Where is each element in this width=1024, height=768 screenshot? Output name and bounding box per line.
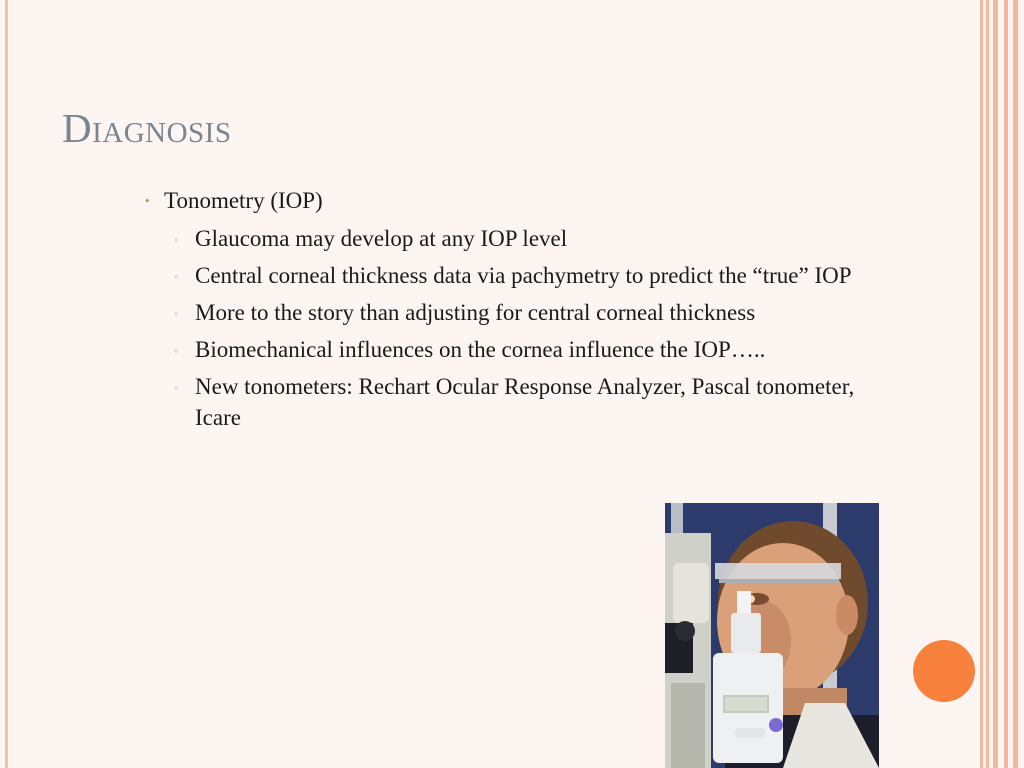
sub-bullet-item (143, 334, 903, 365)
tonometer-exam-photo (665, 503, 879, 768)
slide-title: Diagnosis (62, 105, 232, 151)
sub-bullet-icon: ◦ (174, 343, 179, 358)
stripe (1004, 0, 1008, 768)
sub-bullet-item (143, 297, 903, 328)
sub-bullet-item (143, 223, 903, 254)
right-decorative-stripes (980, 0, 1024, 768)
bullet-icon: • (145, 193, 150, 208)
bullet-item (143, 186, 903, 215)
stripe (993, 0, 998, 768)
sub-bullet-icon: ◦ (174, 380, 179, 395)
slide-content (143, 186, 903, 439)
bullet-text: Tonometry (IOP) (164, 188, 323, 213)
accent-circle (913, 640, 975, 702)
sub-bullet-text: Glaucoma may develop at any IOP level (195, 226, 568, 251)
sub-bullet-text: More to the story than adjusting for central corneal thickness (195, 300, 756, 325)
sub-bullet-item (143, 260, 903, 291)
photo-illustration (665, 503, 879, 768)
sub-bullet-icon: ◦ (174, 269, 179, 284)
left-decorative-rule (5, 0, 8, 768)
sub-bullet-item (143, 371, 903, 433)
stripe (1013, 0, 1018, 768)
sub-bullet-text: Central corneal thickness data via pachymetry to predict the “true” IOP (195, 263, 852, 288)
sub-bullet-text: Biomechanical influences on the cornea influence the IOP….. (195, 337, 766, 362)
stripe (980, 0, 983, 768)
sub-bullet-list (143, 223, 903, 433)
sub-bullet-text: New tonometers: Rechart Ocular Response Analyzer, Pascal tonometer, Icare (195, 374, 855, 430)
stripe (986, 0, 989, 768)
sub-bullet-icon: ◦ (174, 232, 179, 247)
sub-bullet-icon: ◦ (174, 306, 179, 321)
